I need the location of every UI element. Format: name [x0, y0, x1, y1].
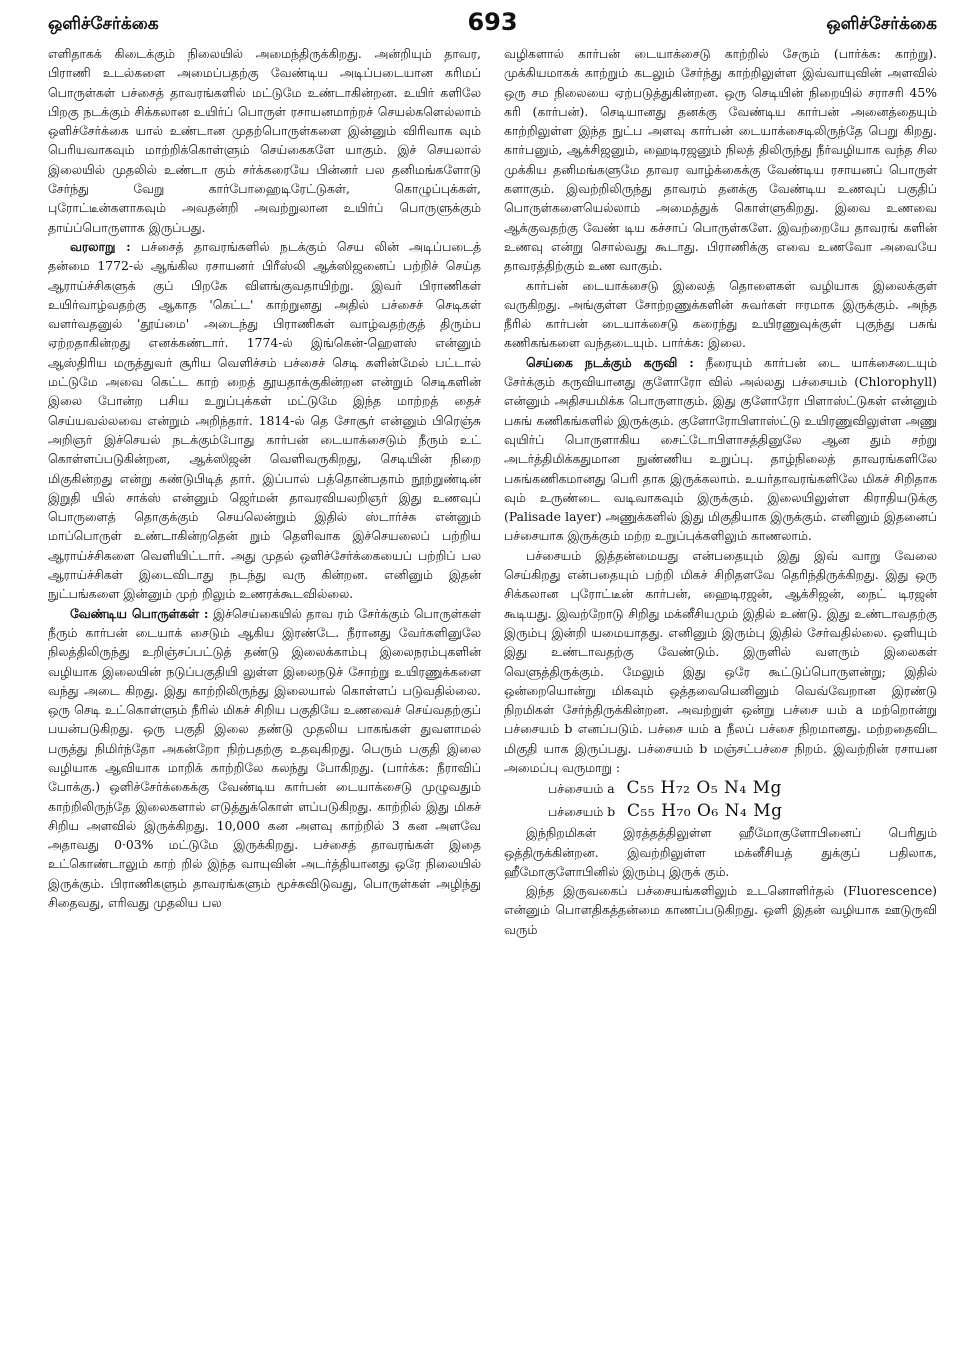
- paragraph: எளிதாகக் கிடைக்கும் நிலையில் அமைந்திருக்கிறது. அன்றியும் தாவர, பிராணி உடல்களை அமைப்பதற்கு வேண்டிய அடிப்படையான கரிமப் பொருள்கள் பச்சைத் தாவரங்களில் மட்டுமே உண்டாகின்றன. உயிர் களிலே பிறகு நடக்கும் சிக்கலான உயிர்ப் பொருள் ரசாயனமாற்றச் செயல்களெல்லாம் ஒளிச்சேர்க்கை யால் உண்டான முதற்பொருள்களை இன்னும் விரிவாக வும் பெரியவாகவும் மாற்றிக்கொள்ளும் செய்கைகளே யாகும். இச் செயலால் இலையில் முதலில் உண்டா கும் சர்க்கரையே பின்னர் பல தனிமங்களோடு சேர்ந்து வேறு கார்போஹைடிரேட்டுகள், கொழுப்புக்கள், புரோட்டீன்களாகவும் அவதன்றி அவற்றுலான உயிர்ப் பொருளுக்கும் தாய்ப்பொருளாக இருப்பது.: [48, 46, 481, 235]
- paragraph-requirements: [48, 604, 481, 913]
- paragraph-text: பச்சைத் தாவரங்களில் நடக்கும் செய லின் அடிப்படைத் தன்மை 1772-ல் ஆங்கில ரசாயனர் பிரீஸ்லி ஆக்ஸிஜனைப் பற்றிச் செய்த ஆராய்ச்சிகளுக் குப் பிறகே விளங்குவதாயிற்று. இவர் பிராணிகள் உயிர்வாழ்வதற்கு ஆகாத 'கெட்ட' காற்றுனது அதில் பச்சைச் செடிகள் வளர்வதனுல் 'தூய்மை' அடைந்து பிராணிகள் வாழ்வதற்குத் திரும்ப ஏற்றதாகின்றது எனக்கண்டார். 1774-ல் இங்கென்-ஹௌஸ் என்னும் ஆஸ்திரிய மருத்துவர் சூரிய வெளிச்சம் பச்சைச் செடி களின்மேல் பட்டால் மட்டுமே அவை கெட்ட காற் றைத் தூயதாக்குகின்றன என்றும் செடிகளின் இலை போன்ற பசிய உறுப்புக்கள் மட்டுமே இந்த மாற்றத் தைச் செய்யவல்லவை என்றும் அறிந்தார். 1814-ல் தெ சோசூர் என்னும் பிரெஞ்சு அறிஞர் இச்செயல் நடக்கும்போது கார்பன் டையாக்சைடும் நீரும் உட் கொள்ளப்படுகின்றன, ஆக்ஸிஜன் வெளிவருகிறது, செடியின் நிறை மிகுகின்றது என்று கண்டுபிடித் தார். இப்பால் பத்தொன்பதாம் நூற்றுண்டின் இறுதி யில் சாக்ஸ் என்னும் ஜெர்மன் தாவரவியலறிஞர் இது உணவுப் பொருளைத் தொகுக்கும் செயலென்றும் இதில் ஸ்டார்ச்சு என்னும் மாப்பொருள் உண்டாகின்றதென் றும் தெளிவாக இச்செயலைப் பற்றிய ஆராய்ச்சிகளை வெளியிட்டார். அது முதல் ஒளிச்சேர்க்கையைப் பற்றிப் பல ஆராய்ச்சிகள் இடைவிடாது நடந்து வரு கின்றன. எனினும் இதன் நுட்பங்களை இன்னும் முற் றிலும் உணரக்கூடவில்லை.: [48, 238, 482, 602]
- paragraph-history: [48, 237, 481, 604]
- paragraph: கார்பன் டையாக்சைடு இலைத் தொளைகள் வழியாக இலைக்குள் வருகிறது. அங்குள்ள சோற்றணுக்களின் சுவர்கள் ஈரமாக இருக்கும். அந்த நீரில் கார்பன் டையாக்சைடு கரைந்து உயிரணுவுக்குள் புகுந்து பசுங் கணிகங்களை வந்தடையும். பார்க்க: இலை.: [504, 277, 937, 351]
- section-heading-requirements: வேண்டிய பொருள்கள் :: [70, 605, 209, 621]
- paragraph-text: நீரையும் கார்பன் டை யாக்சைடையும் சேர்க்கும் கருவியானது குளோரோ வில் அல்லது பச்சையம் (Chlorophyll) என்னும் அதிசயமிக்க பொருளாகும். இது குளோரோ பிளாஸ்ட்டுகள் என்னும் பசுங் கணிகங்களில் இருக்கும். குளோரோபிளாஸ்ட்டு உயிரணுவிலுள்ள அணு வுயிர்ப் பொருளாகிய சைட்டோபிளாசத்தினுலே ஆன தும் சற்று அடர்த்திமிக்கதுமான நுண்ணிய உறுப்பு. தாழ்நிலைத் தாவரங்களிலே பசுங்கணிகமானது பெரி தாக இருக்கலாம். உயர்தாவரங்களிலே மிகச் சிறிதாக வும் உருண்டை வடிவாகவும் இருக்கும். இலையிலுள்ள கிராதியடுக்கு (Palisade layer) அணுக்களில் இது மிகுதியாக இருக்கும். எனினும் இதனைப் பச்சையாக இருக்கும் மற்ற உறுப்புக்களிலும் காணலாம்.: [504, 354, 937, 544]
- paragraph-text: இச்செய்கையில் தாவ ரம் சேர்க்கும் பொருள்கள் நீரும் கார்பன் டையாக் சைடும் ஆகிய இரண்டே. நீரானது வேர்களினுலே நிலத்திலிருந்து உறிஞ்சப்பட்டுத் தண்டு இலைக்காம்பு இலைநரம்புகளின் வழியாக இலையின் நடுப்பகுதியி லுள்ள இலைநடுச் சோற்று உயிரணுக்களை வந்து அடை கிறது. இது காற்றிலிருந்து இலையால் கொள்ளப் படுவதில்லை. ஒரு செடி உட்கொள்ளும் நீரில் மிகச் சிறிய பகுதியே உணவைச் செய்வதற்குப் பயன்படுகிறது. ஒரு பகுதி இலை தண்டு முதலிய பாகங்கள் துவளாமல் பருத்து நிமிர்ந்தோ அகன்றோ நிற்பதற்கு உதவுகிறது. பெரும் பகுதி இலை வழியாக ஆவியாக மாறிக் காற்றிலே கலந்து போகிறது. (பார்க்க: நீராவிப் போக்கு.) ஒளிச்சேர்க்கைக்கு வேண்டிய கார்பன் டையாக்சைடு முழுவதும் காற்றிலிருந்தே இலைகளால் எடுத்துக்கொள் ளப்படுகிறது. காற்றில் இது மிகச் சிறிய அளவில் இருக்கிறது. 10,000 கன அளவு காற்றில் 3 கன அளவே அதாவது 0·03% மட்டுமே இருக்கிறது. பச்சைத் தாவரங்கள் இதை உட்கொண்டாலும் காற் றில் இந்த வாயுவின் அடர்த்தியானது ஒரே நிலையில் இருக்கும். பிராணிகளும் தாவரங்களும் மூச்சுவிடுவது, பொருள்கள் அழிந்து சிதைவது, எரிவது முதலிய பல: [48, 605, 481, 911]
- paragraph-apparatus: [504, 353, 937, 546]
- section-heading-history: வரலாறு :: [70, 238, 131, 254]
- page-number: 693: [467, 8, 518, 36]
- header-title-right: ஒளிச்சேர்க்கை: [826, 14, 937, 34]
- paragraph: வழிகளால் கார்பன் டையாக்சைடு காற்றில் சேரும் (பார்க்க: காற்று). முக்கியமாகக் காற்றும் கடலும் சேர்ந்து காற்றிலுள்ள இவ்வாயுவின் அளவில் ஒரு சம நிலையை ஏற்படுத்துகின்றன. ஒரு செடியின் நிறையில் சராசரி 45% கரி (கார்பன்). செடியானது தனக்கு வேண்டிய கார்பன் அனைத்தையும் காற்றிலுள்ள இந்த நுட்ப அளவு கார்பன் டையாக்சைடிலிருந்தே பெறு கிறது. கார்பனும், ஆக்சிஜனும், ஹைடிரஜனும் நிலத் திலிருந்து நீர்வழியாக வந்த சில முக்கிய தனிமங்களுமே தாவர வாழ்க்கைக்கு வேண்டிய ரசாயனப் பொருள் களாகும். இவற்றிலிருந்து தாவரம் தனக்கு வேண்டிய உணவுப் பகுதிப் பொருள்களையெல்லாம் அமைத்துக் கொள்ளுகிறது. இவை உணவை ஆக்குவதற்கு வேண் டிய கச்சாப் பொருள்களே. இவற்றையே தாவரங் களின் உணவு என்று சொல்வது கூடாது. பிராணிக்கு எவை உணவோ அவையே தாவரத்திற்கும் உண வாகும்.: [504, 46, 937, 274]
- header-title-left: ஒளிச்சேர்க்கை: [48, 14, 159, 34]
- section-heading-apparatus: செய்கை நடக்கும் கருவி :: [526, 354, 694, 370]
- right-column: [504, 44, 937, 939]
- formula-text: C₅₅ H₇₀ O₆ N₄ Mg: [627, 801, 783, 822]
- formula-text: C₅₅ H₇₂ O₅ N₄ Mg: [626, 778, 782, 799]
- formula-chlorophyll-b: [504, 800, 937, 823]
- formula-label: பச்சையம் a: [548, 781, 615, 797]
- text-columns: [48, 44, 937, 939]
- paragraph: இந்த இருவகைப் பச்சையங்களிலும் உடனொளிர்தல் (Fluorescence) என்னும் பொளதிகத்தன்மை காணப்படுகிறது. ஒளி இதன் வழியாக ஊடுருவி வரும்: [504, 883, 937, 937]
- paragraph: இந்நிறமிகள் இரத்தத்திலுள்ள ஹீமோகுளோபினைப் பெரிதும் ஒத்திருக்கின்றன. இவற்றிலுள்ள மக்னீசியத் துக்குப் பதிலாக, ஹீமோகுளோபினில் இரும்பு இருக் கும்.: [504, 825, 937, 879]
- paragraph: பச்சையம் இத்தன்மையது என்பதையும் இது இவ் வாறு வேலை செய்கிறது என்பதையும் பற்றி மிகச் சிறிதளவே தெரிந்திருக்கிறது. இது ஒரு சிக்கலான புரோட்டீன் கார்பன், ஹைடிரஜன், ஆக்சிஜன், நைட் டிரஜன் கூடியது. இவற்றோடு சிறிது மக்னீசியமும் இதில் உண்டு. இது உண்டாவதற்கு இரும்பு இன்றி யமையாதது. எனினும் இரும்பு இதில் சேர்வதில்லை. ஒளியும் இது உண்டாவதற்கு வேண்டும். இருளில் வளரும் இலைகள் வெளுத்திருக்கும். மேலும் இது ஒரே கூட்டுப்பொருளன்று; இதில் ஒன்றையொன்று மிகவும் ஒத்தவையெனினும் வெவ்வேறான இரண்டு நிறமிகள் சேர்ந்திருக்கின்றன. அவற்றுள் ஒன்று பச்சை யம் a மற்றொன்று பச்சையம் b எனப்படும். பச்சை யம் a நீலப் பச்சை நிறமானது. மற்றதைவிட மிகுதி யாக இருப்பது. பச்சையம் b மஞ்சட்பச்சை நிறம். இவற்றின் ரசாயன அமைப்பு வருமாறு :: [504, 547, 937, 775]
- formula-label: பச்சையம் b: [548, 804, 616, 820]
- left-column: [48, 44, 481, 939]
- running-header: [48, 8, 937, 44]
- formula-chlorophyll-a: [504, 777, 937, 800]
